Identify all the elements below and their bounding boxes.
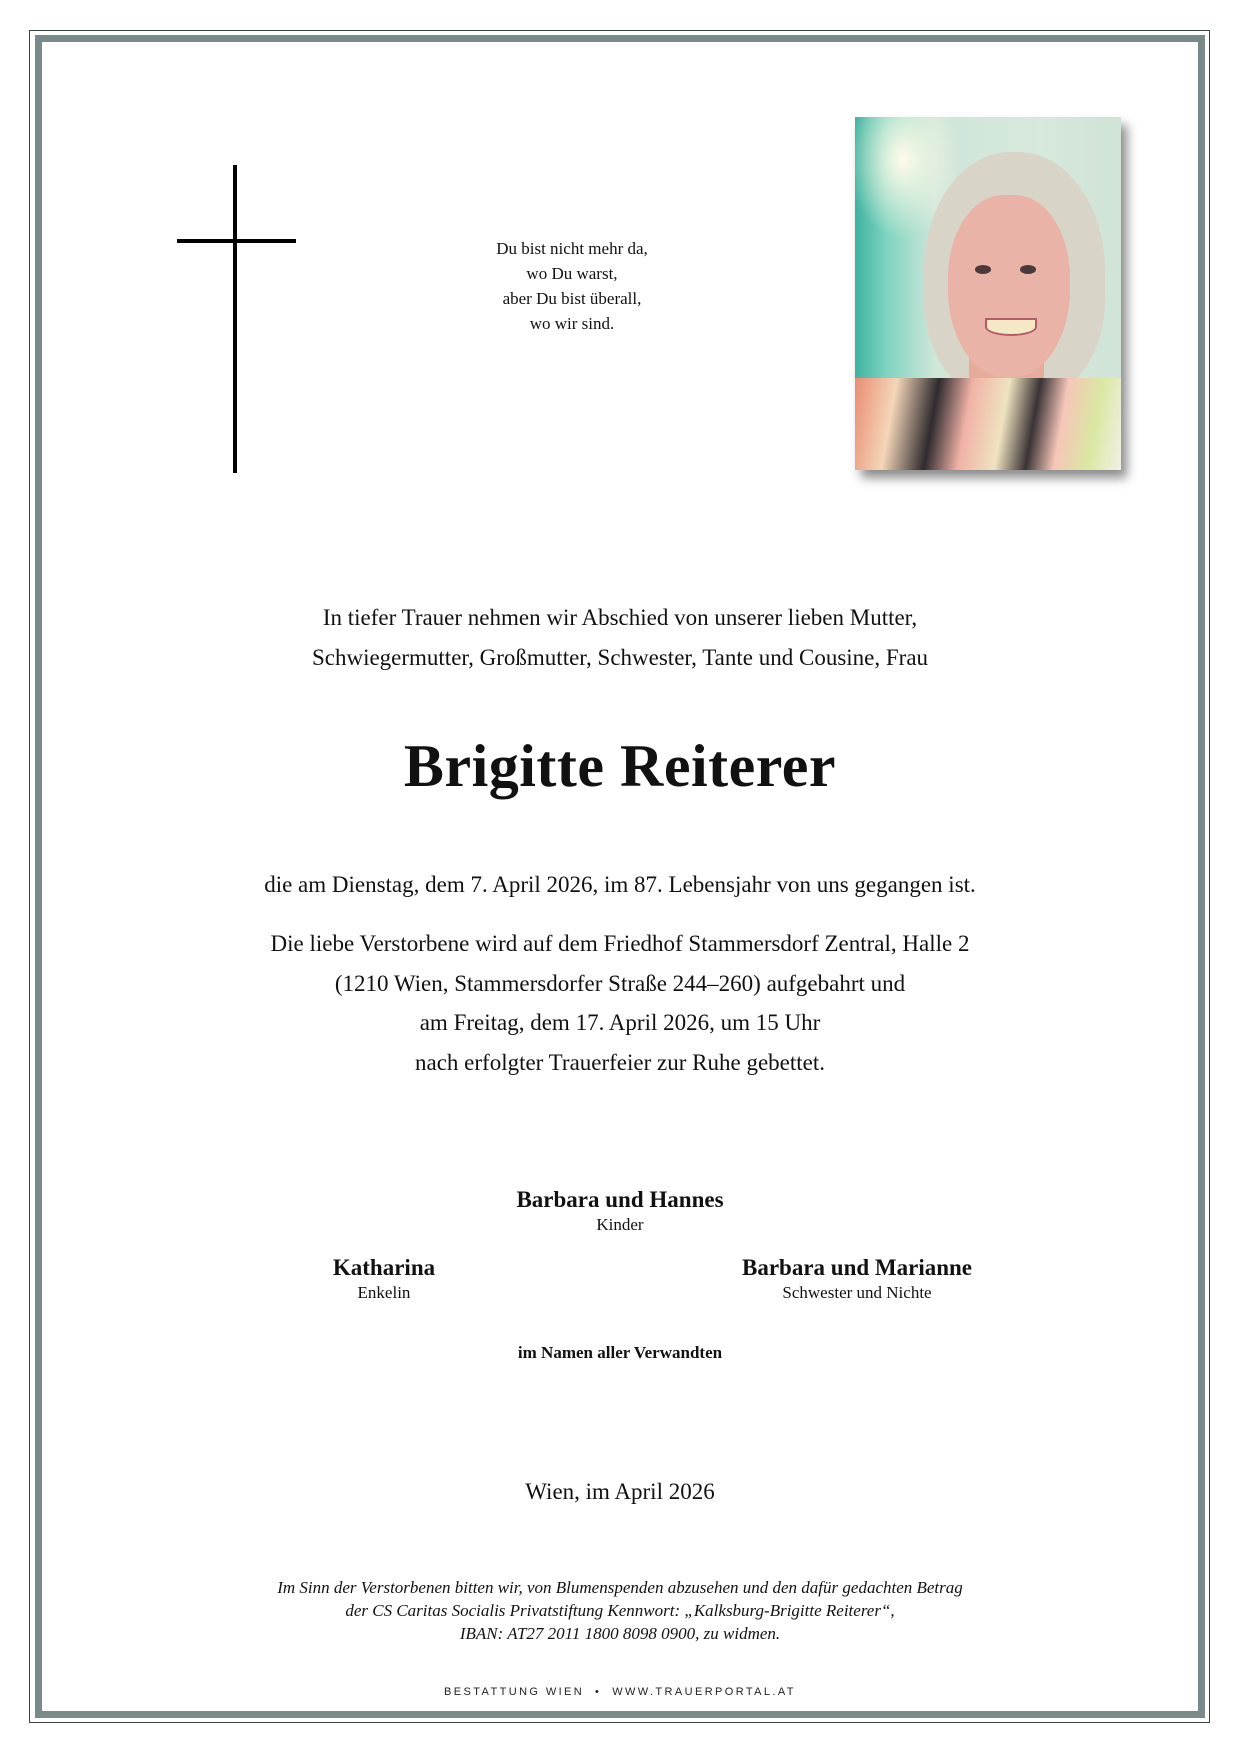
mourner-children (0, 1186, 1240, 1236)
deceased-name: Brigitte Reiterer (403, 733, 837, 799)
donation-line: IBAN: AT27 2011 1800 8098 0900, zu widmen. (459, 1624, 781, 1643)
photo-floral-dress (855, 378, 1121, 470)
intro-line: In tiefer Trauer nehmen wir Abschied von unserer lieben Mutter, (322, 605, 918, 630)
burial-line: nach erfolgter Trauerfeier zur Ruhe gebettet. (415, 1049, 825, 1075)
mourner-name: Barbara und Hannes (516, 1187, 724, 1212)
behalf-of-relatives: im Namen aller Verwandten (517, 1343, 723, 1362)
mourner-name: Katharina (332, 1255, 436, 1280)
burial-line: am Freitag, dem 17. April 2026, um 15 Uhr (419, 1010, 821, 1035)
mourner-granddaughter (284, 1254, 484, 1304)
portrait-photo (855, 117, 1121, 470)
photo-eye (1020, 265, 1036, 274)
intro-text (0, 598, 1240, 678)
mourner-relation: Kinder (596, 1215, 644, 1234)
burial-line: (1210 Wien, Stammersdorfer Straße 244–260) aufgebahrt und (334, 970, 906, 996)
burial-line: Die liebe Verstorbene wird auf dem Friedhof Stammersdorf Zentral, Halle 2 (270, 931, 970, 956)
cross-horizontal-bar (177, 239, 296, 243)
footer-credit: BESTATTUNG WIEN • WWW.TRAUERPORTAL.AT (444, 1686, 796, 1698)
cross-vertical-bar (233, 165, 237, 473)
photo-face (948, 195, 1070, 379)
place-date: Wien, im April 2026 (525, 1479, 715, 1504)
donation-request (0, 1576, 1240, 1645)
intro-line: Schwiegermutter, Großmutter, Schwester, Tante und Cousine, Frau (311, 645, 929, 670)
mourner-sister-niece (712, 1254, 1002, 1304)
poem-line: Du bist nicht mehr da, (496, 239, 648, 258)
mourner-name: Barbara und Marianne (741, 1255, 973, 1280)
donation-line: Im Sinn der Verstorbenen bitten wir, von Blumenspenden abzusehen und den dafür gedachten Betrag (277, 1578, 963, 1597)
mourner-relation: Schwester und Nichte (782, 1283, 932, 1302)
death-notice: die am Dienstag, dem 7. April 2026, im 87. Lebensjahr von uns gegangen ist. (264, 872, 976, 897)
poem (422, 236, 722, 336)
burial-details (0, 924, 1240, 1082)
portrait-image (855, 117, 1121, 470)
mourner-relation: Enkelin (357, 1283, 411, 1302)
poem-line: aber Du bist überall, (502, 289, 642, 308)
photo-eye (975, 265, 991, 274)
poem-line: wo Du warst, (526, 264, 618, 283)
poem-line: wo wir sind. (529, 314, 615, 333)
donation-line: der CS Caritas Socialis Privatstiftung Kennwort: „Kalksburg-Brigitte Reiterer“, (345, 1601, 895, 1620)
